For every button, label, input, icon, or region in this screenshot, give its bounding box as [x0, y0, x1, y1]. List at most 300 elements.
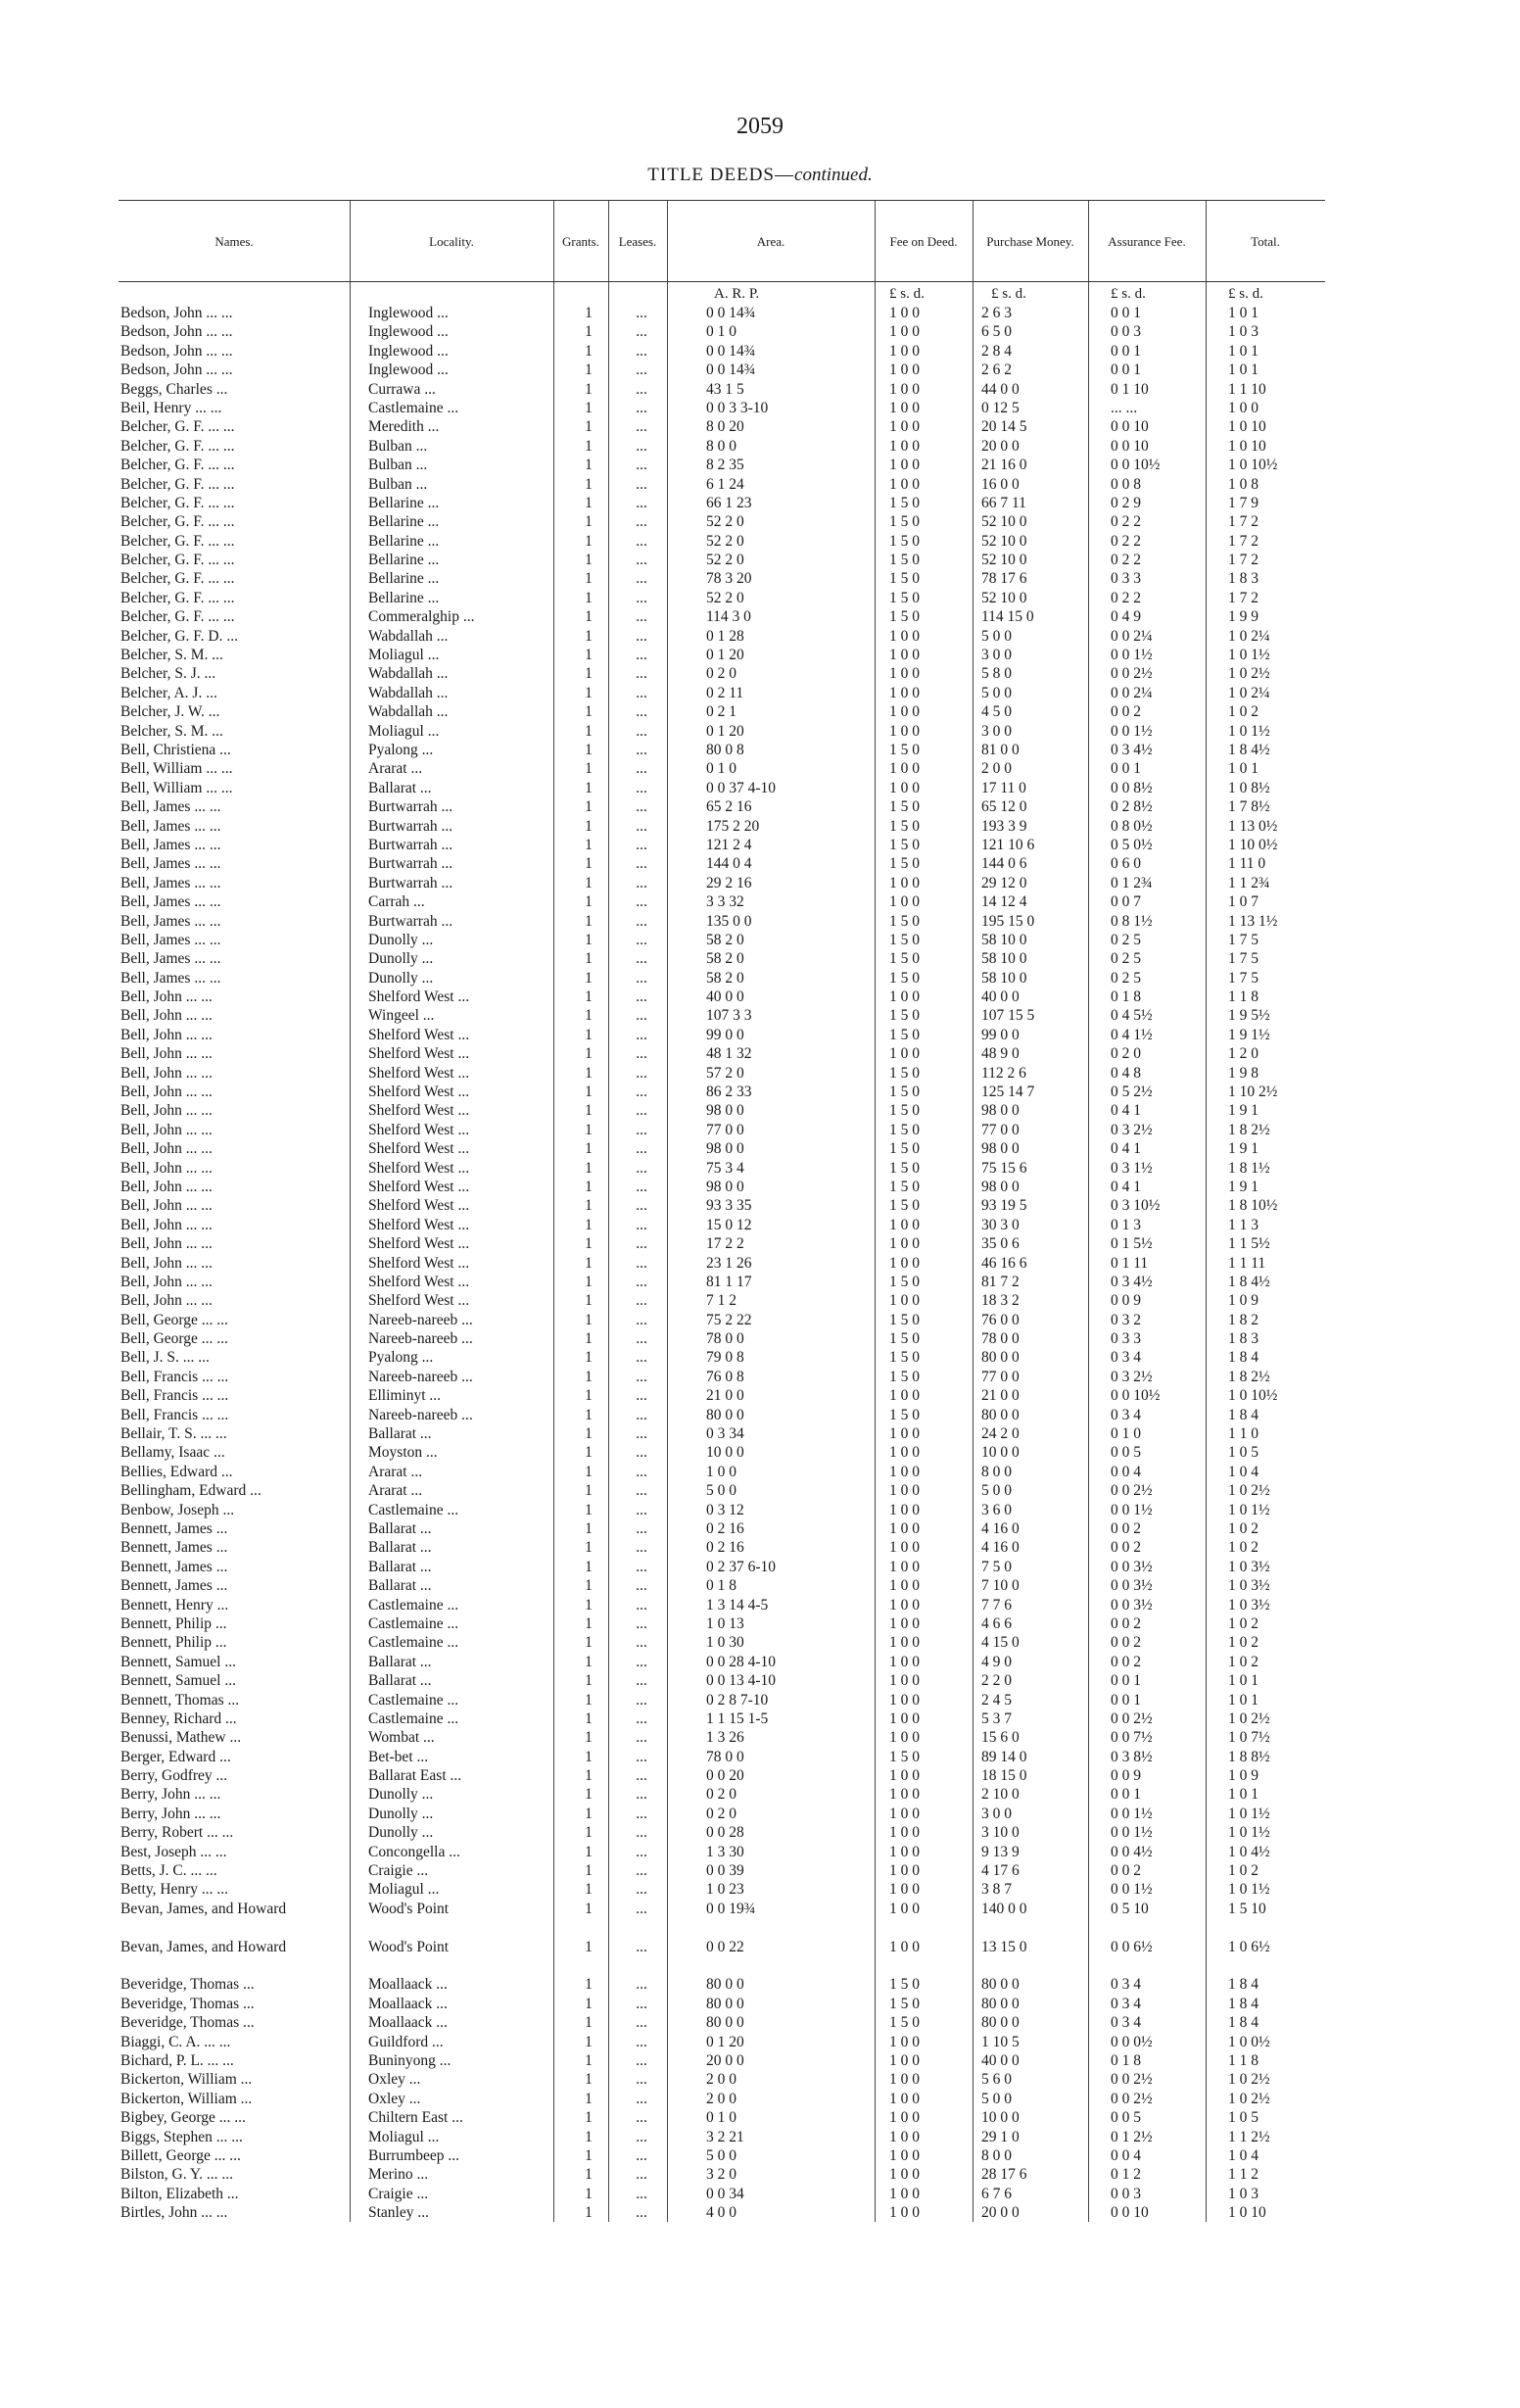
total-cell: 1 0 4: [1228, 1463, 1259, 1480]
assurance-cell: 0 0 5: [1111, 2109, 1141, 2127]
purchase-cell: 3 0 0: [981, 722, 1012, 740]
fee-cell: 1 0 0: [889, 893, 920, 911]
leases-cell: ...: [636, 1349, 647, 1367]
purchase-cell: 3 6 0: [981, 1501, 1012, 1518]
purchase-cell: 13 15 0: [981, 1938, 1027, 1955]
area-cell: 0 0 28 4-10: [706, 1653, 777, 1670]
name-cell: Bennett, Henry ...: [120, 1596, 229, 1613]
table-row: [119, 361, 1325, 379]
name-cell: Bell, James ... ...: [120, 931, 221, 948]
area-cell: 0 2 37 6-10: [706, 1558, 777, 1575]
grants-cell: 1: [585, 855, 593, 873]
name-cell: Bellies, Edward ...: [120, 1463, 233, 1480]
leases-cell: ...: [636, 1729, 647, 1747]
locality-cell: Burtwarrah ...: [368, 912, 453, 930]
locality-cell: Shelford West ...: [368, 1197, 470, 1215]
grants-cell: 1: [585, 1026, 593, 1043]
total-cell: 1 0 1½: [1228, 1501, 1270, 1518]
assurance-cell: 0 1 2¾: [1111, 874, 1153, 891]
leases-cell: ...: [636, 1577, 647, 1595]
grants-cell: 1: [585, 874, 593, 891]
area-cell: 80 0 0: [706, 1995, 744, 2012]
total-cell: 1 0 2: [1228, 1520, 1259, 1537]
leases-cell: ...: [636, 1501, 647, 1518]
purchase-cell: 58 10 0: [981, 950, 1027, 968]
assurance-cell: 0 8 1½: [1111, 912, 1153, 930]
locality-cell: Shelford West ...: [368, 1273, 470, 1290]
purchase-cell: 140 0 0: [981, 1900, 1027, 1917]
grants-cell: 1: [585, 570, 593, 588]
area-cell: 0 1 0: [706, 2109, 736, 2127]
assurance-cell: 0 5 0½: [1111, 836, 1153, 853]
area-cell: 2 0 0: [706, 2090, 736, 2107]
grants-cell: 1: [585, 532, 593, 550]
table-row: [119, 1064, 1325, 1083]
locality-cell: Ararat ...: [368, 1482, 423, 1500]
name-cell: Bell, John ... ...: [120, 1064, 213, 1082]
area-cell: 0 1 20: [706, 722, 744, 740]
leases-cell: ...: [636, 1767, 647, 1785]
locality-cell: Moallaack ...: [368, 1995, 448, 2012]
purchase-cell: 80 0 0: [981, 2014, 1020, 2032]
table-row: [119, 2051, 1325, 2070]
total-cell: 1 7 9: [1228, 494, 1259, 511]
table-row: [119, 664, 1325, 683]
area-cell: 57 2 0: [706, 1064, 744, 1082]
purchase-cell: 2 10 0: [981, 1786, 1020, 1804]
fee-cell: 1 0 0: [889, 1235, 920, 1253]
area-cell: 0 2 0: [706, 1805, 736, 1822]
locality-cell: Ballarat ...: [368, 1539, 432, 1557]
grants-cell: 1: [585, 1216, 593, 1233]
locality-cell: Wombat ...: [368, 1729, 435, 1747]
assurance-cell: 0 4 1: [1111, 1140, 1141, 1158]
grants-cell: 1: [585, 608, 593, 626]
grants-cell: 1: [585, 1121, 593, 1138]
leases-cell: ...: [636, 855, 647, 873]
grants-cell: 1: [585, 1102, 593, 1120]
purchase-cell: 80 0 0: [981, 1349, 1020, 1367]
leases-cell: ...: [636, 1786, 647, 1804]
total-cell: 1 0 2: [1228, 1614, 1259, 1632]
table-row: [119, 1671, 1325, 1690]
grants-cell: 1: [585, 513, 593, 531]
leases-cell: ...: [636, 2185, 647, 2202]
table-row: [119, 702, 1325, 721]
purchase-cell: 8 0 0: [981, 1463, 1012, 1480]
purchase-cell: 18 3 2: [981, 1292, 1020, 1310]
area-units: A. R. P.: [714, 286, 760, 302]
locality-cell: Inglewood ...: [368, 323, 449, 341]
grants-cell: 1: [585, 684, 593, 701]
assurance-cell: 0 0 9: [1111, 1292, 1141, 1310]
table-row: [119, 380, 1325, 399]
leases-cell: ...: [636, 1653, 647, 1670]
name-cell: Bell, John ... ...: [120, 1045, 213, 1063]
area-cell: 0 2 11: [706, 684, 744, 701]
locality-cell: Castlemaine ...: [368, 1501, 459, 1518]
title-text: TITLE DEEDS—: [647, 165, 795, 185]
assurance-cell: 0 1 10: [1111, 380, 1149, 398]
name-cell: Benbow, Joseph ...: [120, 1501, 235, 1518]
leases-cell: ...: [636, 2166, 647, 2184]
area-cell: 23 1 26: [706, 1254, 752, 1272]
total-cell: 1 0 5: [1228, 2109, 1259, 2127]
grants-cell: 1: [585, 665, 593, 683]
table-row: [119, 949, 1325, 968]
table-row: [119, 1216, 1325, 1234]
leases-cell: ...: [636, 2090, 647, 2107]
purchase-cell: 2 4 5: [981, 1691, 1012, 1709]
locality-cell: Shelford West ...: [368, 1292, 470, 1310]
area-cell: 86 2 33: [706, 1084, 752, 1101]
locality-cell: Wabdallah ...: [368, 627, 449, 645]
fee-cell: 1 0 0: [889, 1691, 920, 1709]
grants-cell: 1: [585, 1178, 593, 1195]
locality-cell: Ararat ...: [368, 1463, 423, 1480]
assurance-cell: 0 1 8: [1111, 988, 1141, 1006]
name-cell: Belcher, G. F. ... ...: [120, 570, 235, 588]
fee-cell: 1 5 0: [889, 1140, 920, 1158]
locality-cell: Dunolly ...: [368, 950, 434, 968]
total-cell: 1 0 1: [1228, 1691, 1259, 1709]
locality-cell: Carrah ...: [368, 893, 425, 911]
area-cell: 76 0 8: [706, 1368, 744, 1385]
grants-cell: 1: [585, 1539, 593, 1557]
purchase-cell: 5 0 0: [981, 684, 1012, 701]
locality-cell: Pyalong ...: [368, 1349, 434, 1367]
leases-cell: ...: [636, 1026, 647, 1043]
leases-cell: ...: [636, 1197, 647, 1215]
purchase-cell: 4 17 6: [981, 1862, 1020, 1880]
table-row: [119, 2146, 1325, 2165]
total-cell: 1 8 4: [1228, 2014, 1259, 2032]
area-cell: 1 3 26: [706, 1729, 744, 1747]
grants-cell: 1: [585, 2033, 593, 2050]
grants-cell: 1: [585, 950, 593, 968]
name-cell: Belcher, G. F. D. ...: [120, 627, 238, 645]
purchase-cell: 93 19 5: [981, 1197, 1027, 1215]
area-cell: 66 1 23: [706, 494, 752, 511]
total-cell: 1 0 3: [1228, 323, 1259, 341]
fee-cell: 1 0 0: [889, 1558, 920, 1575]
grants-cell: 1: [585, 1520, 593, 1537]
total-cell: 1 0 1: [1228, 1786, 1259, 1804]
locality-cell: Moliagul ...: [368, 722, 440, 740]
total-cell: 1 8 4: [1228, 1406, 1259, 1423]
name-cell: Bedson, John ... ...: [120, 342, 233, 360]
area-cell: 99 0 0: [706, 1026, 744, 1043]
area-cell: 0 1 8: [706, 1577, 736, 1595]
purchase-cell: 52 10 0: [981, 552, 1027, 569]
assurance-cell: 0 0 2½: [1111, 1482, 1153, 1500]
locality-cell: Moyston ...: [368, 1444, 438, 1462]
purchase-cell: 40 0 0: [981, 988, 1020, 1006]
grants-cell: 1: [585, 1406, 593, 1423]
assurance-cell: 0 3 2: [1111, 1311, 1141, 1328]
area-cell: 52 2 0: [706, 532, 744, 550]
table-row: [119, 589, 1325, 607]
purchase-cell: 0 12 5: [981, 399, 1020, 416]
name-cell: Belcher, G. F. ... ...: [120, 475, 235, 493]
grants-cell: 1: [585, 589, 593, 606]
locality-cell: Shelford West ...: [368, 1121, 470, 1138]
area-cell: 0 0 28: [706, 1824, 744, 1842]
purchase-cell: 40 0 0: [981, 2051, 1020, 2069]
name-cell: Beil, Henry ... ...: [120, 399, 222, 416]
table-row: [119, 759, 1325, 778]
assurance-cell: 0 4 1: [1111, 1178, 1141, 1195]
assurance-cell: 0 3 4½: [1111, 741, 1153, 758]
purchase-cell: 16 0 0: [981, 475, 1020, 493]
purchase-cell: 18 15 0: [981, 1767, 1027, 1785]
name-cell: Bell, Francis ... ...: [120, 1406, 229, 1423]
name-cell: Bickerton, William ...: [120, 2071, 253, 2089]
area-cell: 0 3 12: [706, 1501, 744, 1518]
area-cell: 80 0 0: [706, 1406, 744, 1423]
locality-cell: Shelford West ...: [368, 1159, 470, 1177]
total-cell: 1 1 5½: [1228, 1235, 1270, 1253]
assurance-cell: 0 0 2: [1111, 703, 1141, 721]
leases-cell: ...: [636, 589, 647, 606]
name-cell: Beveridge, Thomas ...: [120, 1995, 255, 2012]
table-row: [119, 532, 1325, 551]
name-cell: Bell, James ... ...: [120, 836, 221, 853]
assurance-cell: 0 4 9: [1111, 608, 1141, 626]
purchase-cell: 52 10 0: [981, 532, 1027, 550]
assurance-cell: 0 2 8½: [1111, 798, 1153, 816]
col-locality-header: Locality.: [429, 233, 474, 249]
leases-cell: ...: [636, 305, 647, 321]
fee-cell: 1 0 0: [889, 1634, 920, 1652]
table-row: [119, 1178, 1325, 1196]
table-row: [119, 1463, 1325, 1481]
area-cell: 0 1 0: [706, 760, 736, 778]
name-cell: Bell, John ... ...: [120, 1235, 213, 1253]
fee-cell: 1 5 0: [889, 836, 920, 853]
area-cell: 29 2 16: [706, 874, 752, 891]
grants-cell: 1: [585, 1292, 593, 1310]
assurance-cell: 0 0 10½: [1111, 457, 1161, 474]
area-cell: 52 2 0: [706, 513, 744, 531]
grants-cell: 1: [585, 2128, 593, 2145]
table-row: [119, 1159, 1325, 1178]
table-row: [119, 1785, 1325, 1804]
leases-cell: ...: [636, 494, 647, 511]
name-cell: Belcher, G. F. ... ...: [120, 532, 235, 550]
total-cell: 1 0 2½: [1228, 1710, 1270, 1727]
leases-cell: ...: [636, 1805, 647, 1822]
grants-cell: 1: [585, 1881, 593, 1899]
locality-cell: Wood's Point: [368, 1900, 450, 1917]
area-cell: 1 0 13: [706, 1614, 744, 1632]
area-cell: 21 0 0: [706, 1387, 744, 1405]
fee-cell: 1 0 0: [889, 2033, 920, 2050]
leases-cell: ...: [636, 1368, 647, 1385]
table-row: [119, 1348, 1325, 1367]
leases-cell: ...: [636, 2014, 647, 2032]
leases-cell: ...: [636, 1406, 647, 1423]
locality-cell: Moliagul ...: [368, 1881, 440, 1899]
grants-cell: 1: [585, 1349, 593, 1367]
leases-cell: ...: [636, 2109, 647, 2127]
grants-cell: 1: [585, 817, 593, 835]
total-cell: 1 1 3: [1228, 1216, 1259, 1233]
grants-cell: 1: [585, 969, 593, 987]
fee-cell: 1 5 0: [889, 1197, 920, 1215]
grants-cell: 1: [585, 437, 593, 455]
total-cell: 1 1 8: [1228, 2051, 1259, 2069]
grants-cell: 1: [585, 1064, 593, 1082]
area-cell: 65 2 16: [706, 798, 752, 816]
name-cell: Bell, William ... ...: [120, 779, 233, 796]
total-cell: 1 0 10½: [1228, 457, 1278, 474]
assurance-cell: 0 4 1: [1111, 1102, 1141, 1120]
table-row: [119, 1329, 1325, 1348]
grants-cell: 1: [585, 1614, 593, 1632]
fee-cell: 1 5 0: [889, 1007, 920, 1025]
name-cell: Bevan, James, and Howard: [120, 1900, 287, 1917]
area-cell: 0 0 39: [706, 1862, 744, 1880]
purchase-cell: 99 0 0: [981, 1026, 1020, 1043]
locality-cell: Currawa ...: [368, 380, 436, 398]
purchase-cell: 21 16 0: [981, 457, 1027, 474]
grants-cell: 1: [585, 836, 593, 853]
table-row: [119, 569, 1325, 588]
grants-cell: 1: [585, 2051, 593, 2069]
total-cell: 1 0 6½: [1228, 1938, 1270, 1955]
purchase-cell: 14 12 4: [981, 893, 1027, 911]
area-cell: 0 2 8 7-10: [706, 1691, 769, 1709]
fee-cell: 1 5 0: [889, 1084, 920, 1101]
grants-cell: 1: [585, 1577, 593, 1595]
fee-cell: 1 5 0: [889, 1349, 920, 1367]
grants-cell: 1: [585, 798, 593, 816]
table-row: [119, 1234, 1325, 1253]
locality-cell: Wabdallah ...: [368, 684, 449, 701]
fee-cell: 1 0 0: [889, 1767, 920, 1785]
leases-cell: ...: [636, 1045, 647, 1063]
assurance-cell: 0 0 3½: [1111, 1596, 1153, 1613]
name-cell: Beveridge, Thomas ...: [120, 2014, 255, 2032]
table-row: [119, 1653, 1325, 1671]
name-cell: Bell, John ... ...: [120, 1292, 213, 1310]
assurance-cell: 0 0 9: [1111, 1767, 1141, 1785]
table-row: [119, 931, 1325, 949]
title-deeds-table: [119, 200, 1325, 2222]
table-row: [119, 1026, 1325, 1044]
fee-cell: 1 5 0: [889, 798, 920, 816]
fee-cell: 1 0 0: [889, 2185, 920, 2202]
total-cell: 1 0 0: [1228, 399, 1259, 416]
table-row: [119, 475, 1325, 494]
locality-cell: Ballarat ...: [368, 1577, 432, 1595]
total-cell: 1 0 1: [1228, 1672, 1259, 1690]
leases-cell: ...: [636, 475, 647, 493]
area-cell: 1 1 15 1-5: [706, 1710, 769, 1727]
fee-cell: 1 0 0: [889, 1881, 920, 1899]
locality-cell: Guildford ...: [368, 2033, 444, 2050]
leases-cell: ...: [636, 2033, 647, 2050]
assurance-cell: 0 3 4: [1111, 1406, 1141, 1423]
fee-cell: 1 5 0: [889, 1273, 920, 1290]
area-cell: 78 3 20: [706, 570, 752, 588]
leases-cell: ...: [636, 1881, 647, 1899]
fee-cell: 1 0 0: [889, 2128, 920, 2145]
grants-cell: 1: [585, 1197, 593, 1215]
fee-cell: 1 0 0: [889, 305, 920, 321]
fee-cell: 1 0 0: [889, 457, 920, 474]
area-cell: 52 2 0: [706, 589, 744, 606]
total-cell: 1 8 4: [1228, 1976, 1259, 1994]
locality-cell: Wood's Point: [368, 1938, 450, 1955]
assurance-cell: 0 3 4: [1111, 1976, 1141, 1994]
purchase-cell: 78 17 6: [981, 570, 1027, 588]
purchase-cell: 80 0 0: [981, 1995, 1020, 2012]
total-cell: 1 1 2: [1228, 2166, 1259, 2184]
grants-cell: 1: [585, 1653, 593, 1670]
leases-cell: ...: [636, 1273, 647, 1290]
leases-cell: ...: [636, 893, 647, 911]
locality-cell: Burtwarrah ...: [368, 817, 453, 835]
grants-cell: 1: [585, 399, 593, 416]
purchase-cell: 114 15 0: [981, 608, 1034, 626]
leases-cell: ...: [636, 532, 647, 550]
locality-cell: Chiltern East ...: [368, 2109, 463, 2127]
leases-cell: ...: [636, 380, 647, 398]
table-row: [119, 494, 1325, 512]
name-cell: Bedson, John ... ...: [120, 323, 233, 341]
total-cell: 1 0 3½: [1228, 1558, 1270, 1575]
assurance-cell: 0 3 3: [1111, 1330, 1141, 1348]
name-cell: Bell, George ... ...: [120, 1330, 228, 1348]
grants-cell: 1: [585, 1084, 593, 1101]
area-cell: 1 0 23: [706, 1881, 744, 1899]
purchase-cell: 10 0 0: [981, 1444, 1020, 1462]
purchase-cell: 80 0 0: [981, 1976, 1020, 1994]
assurance-cell: 0 8 0½: [1111, 817, 1153, 835]
name-cell: Birtles, John ... ...: [120, 2204, 228, 2222]
assurance-cell: 0 3 4: [1111, 1349, 1141, 1367]
name-cell: Belcher, G. F. ... ...: [120, 494, 235, 511]
table-row: [119, 892, 1325, 911]
assurance-cell: ... ...: [1111, 399, 1138, 416]
table-row: [119, 1995, 1325, 2013]
leases-cell: ...: [636, 1976, 647, 1994]
leases-cell: ...: [636, 931, 647, 948]
leases-cell: ...: [636, 1539, 647, 1557]
grants-cell: 1: [585, 2204, 593, 2222]
purchase-cell: 48 9 0: [981, 1045, 1020, 1063]
leases-cell: ...: [636, 2146, 647, 2164]
table-row: [119, 1519, 1325, 1538]
leases-cell: ...: [636, 627, 647, 645]
locality-cell: Wingeel ...: [368, 1007, 435, 1025]
assurance-cell: 0 0 2: [1111, 1539, 1141, 1557]
total-cell: 1 7 2: [1228, 513, 1259, 531]
area-cell: 52 2 0: [706, 552, 744, 569]
area-cell: 114 3 0: [706, 608, 751, 626]
area-cell: 0 2 1: [706, 703, 736, 721]
table-row: [119, 969, 1325, 987]
area-cell: 10 0 0: [706, 1444, 744, 1462]
locality-cell: Moliagul ...: [368, 647, 440, 664]
assurance-cell: 0 3 4: [1111, 2014, 1141, 2032]
grants-cell: 1: [585, 1976, 593, 1994]
fee-cell: 1 0 0: [889, 1387, 920, 1405]
locality-cell: Burtwarrah ...: [368, 855, 453, 873]
name-cell: Bell, John ... ...: [120, 1084, 213, 1101]
